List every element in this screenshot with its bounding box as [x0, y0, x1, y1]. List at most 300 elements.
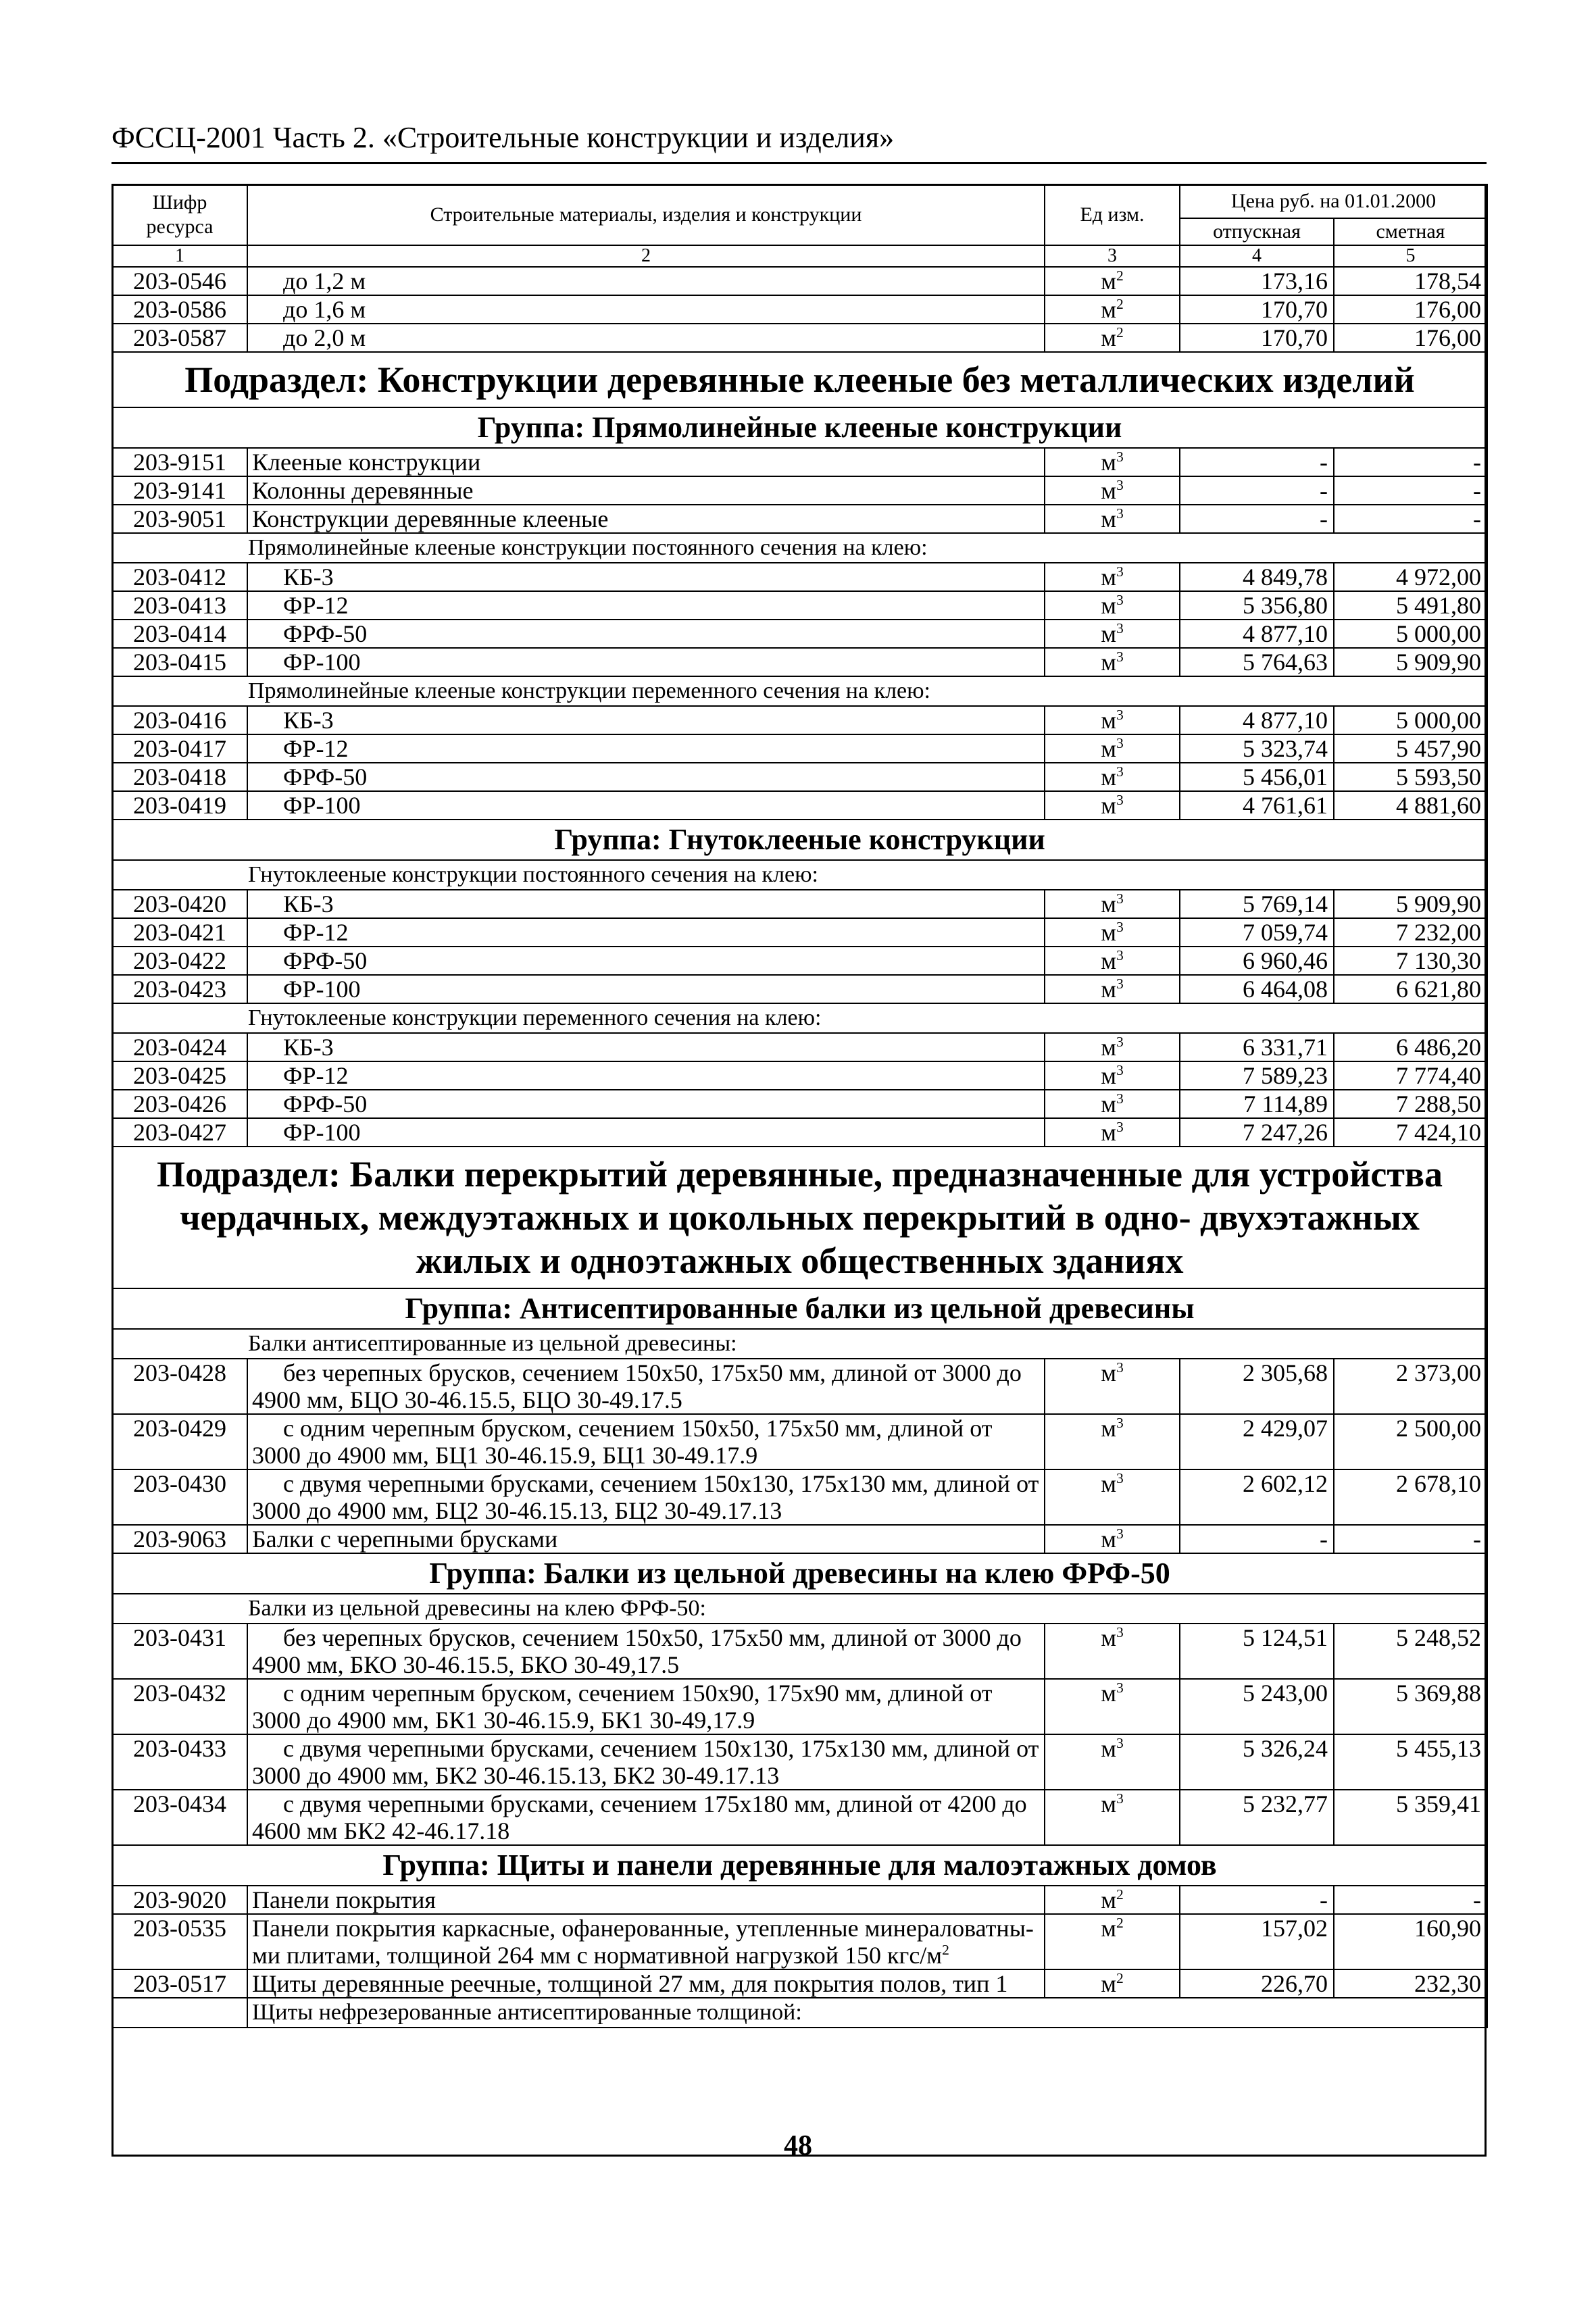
table-row	[112, 1359, 1487, 1414]
release-price-cell: 173,16	[1180, 267, 1334, 295]
note-text: Прямолинейные клееные конструкции постоянного сечения на клею:	[112, 533, 1487, 563]
name-line-text: ми плитами, толщиной 264 мм с нормативной нагрузкой 150 кгс/м	[252, 1942, 943, 1969]
unit-exponent: 3	[1116, 592, 1124, 608]
unit-base: м	[1101, 477, 1116, 504]
name-cell: ФР-100	[247, 648, 1045, 676]
name-cell: ФР-100	[247, 1118, 1045, 1147]
code-cell: 203-0415	[112, 648, 247, 676]
name-cell	[247, 1679, 1045, 1734]
release-price-cell: 4 877,10	[1180, 706, 1334, 734]
estimate-price-cell: 5 909,90	[1334, 890, 1487, 918]
unit-base: м	[1101, 1034, 1116, 1061]
unit-cell	[1045, 620, 1180, 648]
unit-exponent: 2	[1116, 268, 1124, 284]
note-text: Гнутоклееные конструкции переменного сечения на клею:	[112, 1003, 1487, 1033]
unit-exponent: 3	[1116, 1790, 1124, 1807]
group-title: Группа: Гнутоклееные конструкции	[112, 820, 1487, 860]
name-cell	[247, 1359, 1045, 1414]
table-row	[112, 620, 1487, 648]
estimate-price-cell: 5 359,41	[1334, 1790, 1487, 1845]
estimate-price-cell: 6 486,20	[1334, 1033, 1487, 1061]
table-row	[112, 1033, 1487, 1061]
unit-base: м	[1101, 1680, 1116, 1707]
name-cell: Колонны деревянные	[247, 476, 1045, 505]
code-cell: 203-0433	[112, 1734, 247, 1790]
name-cell: КБ-3	[247, 706, 1045, 734]
unit-exponent: 3	[1116, 1624, 1124, 1640]
note-text: Балки из цельной древесины на клею ФРФ-50:	[112, 1594, 1487, 1624]
code-cell: 203-0535	[112, 1914, 247, 1969]
code-cell: 203-0429	[112, 1414, 247, 1469]
code-cell: 203-0413	[112, 591, 247, 620]
name-line	[252, 1386, 1040, 1413]
code-cell: 203-0412	[112, 563, 247, 591]
code-cell: 203-9141	[112, 476, 247, 505]
release-price-cell: 5 323,74	[1180, 734, 1334, 763]
unit-exponent: 2	[1116, 1970, 1124, 1986]
name-cell: ФРФ-50	[247, 620, 1045, 648]
name-cell: ФР-12	[247, 918, 1045, 947]
unit-cell	[1045, 734, 1180, 763]
unit-exponent: 3	[1116, 1526, 1124, 1542]
estimate-price-cell: 4 972,00	[1334, 563, 1487, 591]
release-price-cell: 170,70	[1180, 295, 1334, 324]
unit-exponent: 3	[1116, 1415, 1124, 1431]
name-cell: до 1,2 м	[247, 267, 1045, 295]
unit-base: м	[1101, 449, 1116, 476]
estimate-price-cell: 2 373,00	[1334, 1359, 1487, 1414]
name-cell: ФР-12	[247, 1061, 1045, 1090]
estimate-price-cell: 6 621,80	[1334, 975, 1487, 1003]
unit-base: м	[1101, 1970, 1116, 1997]
estimate-price-cell: 5 000,00	[1334, 620, 1487, 648]
table-row	[112, 947, 1487, 975]
note-text: Прямолинейные клееные конструкции переменного сечения на клею:	[112, 676, 1487, 706]
table-row	[112, 1061, 1487, 1090]
unit-cell	[1045, 1033, 1180, 1061]
table-row	[112, 324, 1487, 352]
table-row	[112, 1969, 1487, 1998]
estimate-price-cell: 4 881,60	[1334, 791, 1487, 820]
release-price-cell: 5 764,63	[1180, 648, 1334, 676]
unit-cell	[1045, 1118, 1180, 1147]
unit-cell	[1045, 890, 1180, 918]
note-row	[112, 860, 1487, 890]
name-cell: ФР-12	[247, 734, 1045, 763]
release-price-cell: -	[1180, 505, 1334, 533]
release-price-cell: 2 602,12	[1180, 1469, 1334, 1525]
col-number: 2	[247, 245, 1045, 267]
release-price-cell: 5 456,01	[1180, 763, 1334, 791]
unit-exponent: 3	[1116, 477, 1124, 493]
unit-cell	[1045, 763, 1180, 791]
estimate-price-cell: 7 774,40	[1334, 1061, 1487, 1090]
unit-cell	[1045, 791, 1180, 820]
release-price-cell: -	[1180, 476, 1334, 505]
empty-cell	[112, 1998, 247, 2028]
code-cell: 203-0586	[112, 295, 247, 324]
unit-exponent: 3	[1116, 919, 1124, 935]
note-text: Гнутоклееные конструкции постоянного сечения на клею:	[112, 860, 1487, 890]
unit-exponent: 3	[1116, 1034, 1124, 1050]
unit-cell	[1045, 295, 1180, 324]
unit-cell	[1045, 918, 1180, 947]
name-line	[252, 1442, 1040, 1469]
unit-base: м	[1101, 1359, 1116, 1386]
unit-exponent: 3	[1116, 1359, 1124, 1376]
subsection-row	[112, 1147, 1487, 1288]
name-cell: Балки с черепными брусками	[247, 1525, 1045, 1553]
unit-cell	[1045, 1359, 1180, 1414]
unit-cell	[1045, 1790, 1180, 1845]
release-price-cell: -	[1180, 1886, 1334, 1914]
group-title: Группа: Щиты и панели деревянные для малоэтажных домов	[112, 1845, 1487, 1886]
name-line-text: 4900 мм, БКО 30-46.15.5, БКО 30-49,17.5	[252, 1651, 680, 1678]
code-cell: 203-0423	[112, 975, 247, 1003]
unit-cell	[1045, 1886, 1180, 1914]
unit-cell	[1045, 975, 1180, 1003]
unit-base: м	[1101, 1526, 1116, 1553]
unit-cell	[1045, 1679, 1180, 1734]
unit-cell	[1045, 648, 1180, 676]
release-price-cell: 170,70	[1180, 324, 1334, 352]
unit-base: м	[1101, 735, 1116, 762]
name-cell: КБ-3	[247, 890, 1045, 918]
name-cell: Конструкции деревянные клееные	[247, 505, 1045, 533]
estimate-price-cell: -	[1334, 505, 1487, 533]
estimate-price-cell: 5 248,52	[1334, 1624, 1487, 1679]
name-cell	[247, 1624, 1045, 1679]
code-cell: 203-0414	[112, 620, 247, 648]
release-price-cell: 4 877,10	[1180, 620, 1334, 648]
code-cell: 203-0424	[112, 1033, 247, 1061]
estimate-price-cell: 176,00	[1334, 295, 1487, 324]
unit-base: м	[1101, 592, 1116, 619]
table-row	[112, 791, 1487, 820]
release-price-cell: 5 326,24	[1180, 1734, 1334, 1790]
unit-base: м	[1101, 976, 1116, 1003]
estimate-price-cell: 5 369,88	[1334, 1679, 1487, 1734]
name-line: без черепных брусков, сечением 150х50, 175х50 мм, длиной от 3000 до	[283, 1359, 1022, 1386]
name-line	[252, 1762, 1040, 1789]
name-line-text: 4900 мм, БЦО 30-46.15.5, БЦО 30-49.17.5	[252, 1386, 682, 1413]
header-rule	[111, 162, 1487, 164]
unit-base: м	[1101, 1915, 1116, 1942]
unit-cell	[1045, 1090, 1180, 1118]
unit-exponent: 2	[1116, 324, 1124, 341]
name-line-text: 3000 до 4900 мм, БЦ2 30-46.15.13, БЦ2 30-49.17.13	[252, 1497, 782, 1524]
group-title: Группа: Антисептированные балки из цельной древесины	[112, 1288, 1487, 1329]
table-row	[112, 763, 1487, 791]
name-line	[252, 1651, 1040, 1678]
unit-cell	[1045, 706, 1180, 734]
name-line-text: 3000 до 4900 мм, БЦ1 30-46.15.9, БЦ1 30-49.17.9	[252, 1442, 758, 1469]
name-line: с двумя черепными брусками, сечением 150х130, 175х130 мм, длиной от	[283, 1735, 1039, 1762]
estimate-price-cell: 5 491,80	[1334, 591, 1487, 620]
col-header-name: Строительные материалы, изделия и конструкции	[247, 184, 1045, 245]
name-cell	[247, 1790, 1045, 1845]
name-cell: ФР-12	[247, 591, 1045, 620]
unit-exponent: 3	[1116, 620, 1124, 636]
unit-cell	[1045, 476, 1180, 505]
unit-exponent: 3	[1116, 1735, 1124, 1751]
code-cell: 203-0420	[112, 890, 247, 918]
unit-base: м	[1101, 563, 1116, 590]
note-row	[112, 1003, 1487, 1033]
code-cell: 203-9151	[112, 448, 247, 476]
unit-base: м	[1101, 792, 1116, 819]
unit-exponent: 3	[1116, 1470, 1124, 1486]
unit-base: м	[1101, 1119, 1116, 1146]
unit-base: м	[1101, 620, 1116, 647]
name-line: без черепных брусков, сечением 150х50, 175х50 мм, длиной от 3000 до	[283, 1624, 1022, 1651]
name-cell: Панели покрытия	[247, 1886, 1045, 1914]
note-row	[112, 1594, 1487, 1624]
group-row	[112, 1845, 1487, 1886]
code-cell: 203-0517	[112, 1969, 247, 1998]
name-cell	[247, 1734, 1045, 1790]
unit-base: м	[1101, 919, 1116, 946]
col-number: 1	[112, 245, 247, 267]
col-header-price: Цена руб. на 01.01.2000	[1180, 184, 1487, 218]
release-price-cell: 5 243,00	[1180, 1679, 1334, 1734]
code-cell: 203-0422	[112, 947, 247, 975]
name-cell	[247, 1914, 1045, 1969]
code-cell: 203-9051	[112, 505, 247, 533]
table-row	[112, 267, 1487, 295]
estimate-price-cell: 7 288,50	[1334, 1090, 1487, 1118]
name-cell	[247, 1469, 1045, 1525]
unit-base: м	[1101, 947, 1116, 974]
release-price-cell: 4 761,61	[1180, 791, 1334, 820]
release-price-cell: 2 305,68	[1180, 1359, 1334, 1414]
name-line: с одним черепным бруском, сечением 150х90, 175х90 мм, длиной от	[283, 1680, 993, 1707]
code-cell: 203-9063	[112, 1525, 247, 1553]
release-price-cell: 7 059,74	[1180, 918, 1334, 947]
code-cell: 203-9020	[112, 1886, 247, 1914]
unit-cell	[1045, 563, 1180, 591]
page-number: 48	[784, 2130, 812, 2161]
name-line	[252, 1942, 1040, 1969]
release-price-cell: 157,02	[1180, 1914, 1334, 1969]
table-row	[112, 563, 1487, 591]
unit-exponent: 2	[942, 1942, 949, 1958]
release-price-cell: 2 429,07	[1180, 1414, 1334, 1469]
table-row	[112, 1525, 1487, 1553]
code-cell: 203-0426	[112, 1090, 247, 1118]
note-row	[112, 1329, 1487, 1359]
col-header-code: Шифр ресурса	[112, 184, 247, 245]
name-cell: ФР-100	[247, 791, 1045, 820]
code-cell: 203-0430	[112, 1469, 247, 1525]
unit-base: м	[1101, 763, 1116, 790]
unit-exponent: 3	[1116, 763, 1124, 780]
unit-exponent: 3	[1116, 649, 1124, 665]
estimate-price-cell: -	[1334, 476, 1487, 505]
name-line: с одним черепным бруском, сечением 150х50, 175х50 мм, длиной от	[283, 1415, 993, 1442]
table-row	[112, 1090, 1487, 1118]
release-price-cell: 5 232,77	[1180, 1790, 1334, 1845]
col-header-unit: Ед изм.	[1045, 184, 1180, 245]
release-price-cell: 5 124,51	[1180, 1624, 1334, 1679]
table-row	[112, 734, 1487, 763]
unit-base: м	[1101, 1415, 1116, 1442]
page-header: ФССЦ-2001 Часть 2. «Строительные конструкции и изделия»	[111, 121, 895, 154]
code-cell: 203-0428	[112, 1359, 247, 1414]
unit-cell	[1045, 591, 1180, 620]
code-cell: 203-0427	[112, 1118, 247, 1147]
table-row	[112, 1914, 1487, 1969]
estimate-price-cell: -	[1334, 1886, 1487, 1914]
release-price-cell: 4 849,78	[1180, 563, 1334, 591]
name-cell: ФРФ-50	[247, 763, 1045, 791]
code-cell: 203-0432	[112, 1679, 247, 1734]
unit-cell	[1045, 947, 1180, 975]
group-row	[112, 1553, 1487, 1594]
name-cell: до 1,6 м	[247, 295, 1045, 324]
col-header-release: отпускная	[1180, 218, 1334, 245]
estimate-price-cell: 176,00	[1334, 324, 1487, 352]
unit-base: м	[1101, 1886, 1116, 1913]
estimate-price-cell: 7 424,10	[1334, 1118, 1487, 1147]
subsection-title: Подраздел: Балки перекрытий деревянные, предназначенные для устройства чердачных, междуэтажных и цокольных перекрытий в одно- двухэтажных жилых и одноэтажных общественных зданиях	[112, 1147, 1487, 1288]
release-price-cell: 6 960,46	[1180, 947, 1334, 975]
note-row	[112, 533, 1487, 563]
release-price-cell: -	[1180, 448, 1334, 476]
unit-base: м	[1101, 268, 1116, 295]
note-text: Балки антисептированные из цельной древесины:	[112, 1329, 1487, 1359]
table-row	[112, 975, 1487, 1003]
unit-cell	[1045, 1061, 1180, 1090]
table-row	[112, 1679, 1487, 1734]
col-number: 5	[1334, 245, 1487, 267]
code-cell: 203-0421	[112, 918, 247, 947]
release-price-cell: 7 114,89	[1180, 1090, 1334, 1118]
table-row	[112, 1886, 1487, 1914]
estimate-price-cell: 2 500,00	[1334, 1414, 1487, 1469]
unit-exponent: 2	[1116, 1886, 1124, 1903]
unit-cell	[1045, 1624, 1180, 1679]
release-price-cell: 6 331,71	[1180, 1033, 1334, 1061]
name-cell: КБ-3	[247, 563, 1045, 591]
unit-cell	[1045, 505, 1180, 533]
unit-base: м	[1101, 1090, 1116, 1117]
table-row	[112, 295, 1487, 324]
unit-exponent: 3	[1116, 792, 1124, 808]
col-header-estimate: сметная	[1334, 218, 1487, 245]
name-cell: КБ-3	[247, 1033, 1045, 1061]
name-cell: ФР-100	[247, 975, 1045, 1003]
table-body	[112, 267, 1487, 2028]
unit-cell	[1045, 1734, 1180, 1790]
unit-exponent: 3	[1116, 1680, 1124, 1696]
unit-exponent: 3	[1116, 505, 1124, 522]
estimate-price-cell: 7 232,00	[1334, 918, 1487, 947]
name-line	[252, 1817, 1040, 1844]
group-row	[112, 820, 1487, 860]
unit-cell	[1045, 448, 1180, 476]
name-line: Панели покрытия каркасные, офанерованные, утепленные минераловатны-	[252, 1915, 1034, 1942]
release-price-cell: 6 464,08	[1180, 975, 1334, 1003]
code-cell: 203-0587	[112, 324, 247, 352]
unit-cell	[1045, 1469, 1180, 1525]
table-row	[112, 505, 1487, 533]
unit-cell	[1045, 1969, 1180, 1998]
unit-cell	[1045, 267, 1180, 295]
note-row	[112, 1998, 1487, 2028]
table-row	[112, 591, 1487, 620]
unit-base: м	[1101, 1062, 1116, 1089]
release-price-cell: 7 589,23	[1180, 1061, 1334, 1090]
name-cell	[247, 1414, 1045, 1469]
unit-base: м	[1101, 1735, 1116, 1762]
note-row	[112, 676, 1487, 706]
code-cell: 203-0419	[112, 791, 247, 820]
release-price-cell: 7 247,26	[1180, 1118, 1334, 1147]
table-row	[112, 890, 1487, 918]
table-row	[112, 1414, 1487, 1469]
unit-base: м	[1101, 296, 1116, 323]
unit-exponent: 3	[1116, 707, 1124, 723]
name-cell: Клееные конструкции	[247, 448, 1045, 476]
table-row	[112, 648, 1487, 676]
group-title: Группа: Балки из цельной древесины на клею ФРФ-50	[112, 1553, 1487, 1594]
estimate-price-cell: 178,54	[1334, 267, 1487, 295]
estimate-price-cell: 5 593,50	[1334, 763, 1487, 791]
code-cell: 203-0431	[112, 1624, 247, 1679]
estimate-price-cell: -	[1334, 1525, 1487, 1553]
unit-cell	[1045, 1414, 1180, 1469]
release-price-cell: 5 769,14	[1180, 890, 1334, 918]
name-line: с двумя черепными брусками, сечением 175х180 мм, длиной от 4200 до	[283, 1790, 1027, 1817]
table-row	[112, 1790, 1487, 1845]
release-price-cell: 226,70	[1180, 1969, 1334, 1998]
estimate-price-cell: 232,30	[1334, 1969, 1487, 1998]
unit-exponent: 3	[1116, 976, 1124, 992]
group-row	[112, 407, 1487, 448]
name-cell: Щиты деревянные реечные, толщиной 27 мм, для покрытия полов, тип 1	[247, 1969, 1045, 1998]
unit-exponent: 3	[1116, 1119, 1124, 1135]
unit-cell	[1045, 324, 1180, 352]
subsection-row	[112, 352, 1487, 407]
unit-base: м	[1101, 1790, 1116, 1817]
table-row	[112, 1118, 1487, 1147]
estimate-price-cell: 160,90	[1334, 1914, 1487, 1969]
col-number: 4	[1180, 245, 1334, 267]
unit-exponent: 3	[1116, 890, 1124, 907]
code-cell: 203-0546	[112, 267, 247, 295]
code-cell: 203-0418	[112, 763, 247, 791]
estimate-price-cell: 5 909,90	[1334, 648, 1487, 676]
name-cell: ФРФ-50	[247, 947, 1045, 975]
unit-cell	[1045, 1914, 1180, 1969]
unit-exponent: 3	[1116, 449, 1124, 465]
table-row	[112, 918, 1487, 947]
unit-exponent: 3	[1116, 563, 1124, 580]
table-row	[112, 476, 1487, 505]
unit-base: м	[1101, 707, 1116, 734]
subsection-title: Подраздел: Конструкции деревянные клееные без металлических изделий	[112, 352, 1487, 407]
name-line-text: 3000 до 4900 мм, БК2 30-46.15.13, БК2 30-49.17.13	[252, 1762, 780, 1789]
name-line	[252, 1497, 1040, 1524]
name-line: с двумя черепными брусками, сечением 150х130, 175х130 мм, длиной от	[283, 1470, 1039, 1497]
table-row	[112, 1469, 1487, 1525]
unit-exponent: 2	[1116, 296, 1124, 312]
group-title: Группа: Прямолинейные клееные конструкции	[112, 407, 1487, 448]
unit-exponent: 3	[1116, 947, 1124, 963]
unit-cell	[1045, 1525, 1180, 1553]
release-price-cell: 5 356,80	[1180, 591, 1334, 620]
